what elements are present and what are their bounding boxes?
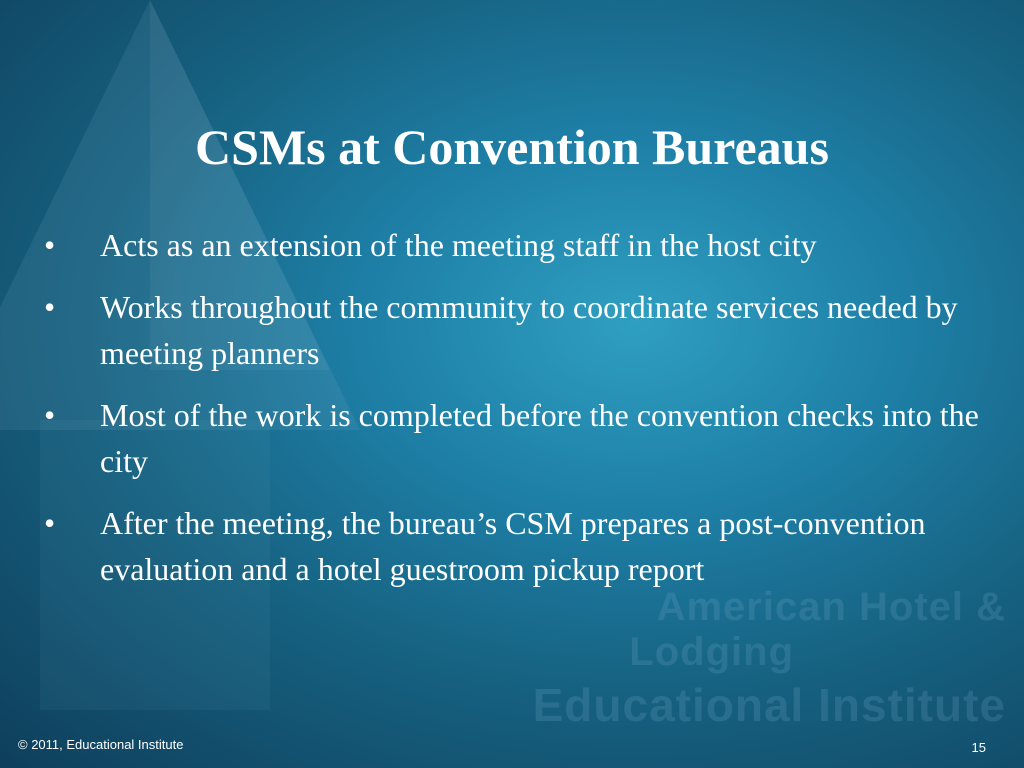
bullet-icon: • [44,397,56,433]
bullet-icon: • [44,289,56,325]
bullet-item [40,500,1000,592]
bullet-text: Most of the work is completed before the convention checks into the city [100,397,979,479]
bullet-icon: • [44,505,56,541]
bullet-text: Acts as an extension of the meeting staff in the host city [100,227,817,263]
page-number: 15 [971,740,986,755]
watermark-line-2: Lodging [629,630,794,674]
bullet-item [40,392,1000,484]
bullet-text: After the meeting, the bureau’s CSM prepares a post-convention evaluation and a hotel guestroom pickup report [100,505,926,587]
footer-copyright: © 2011, Educational Institute [18,737,184,752]
bullet-text: Works throughout the community to coordinate services needed by meeting planners [100,289,958,371]
bullet-item [40,284,1000,376]
watermark-line-3: Educational Institute [532,679,1006,731]
slide-title: CSMs at Convention Bureaus [195,119,829,175]
watermark-line-1: American Hotel & [656,585,1006,629]
bullet-icon: • [44,227,56,263]
bullet-item [40,222,1000,268]
bullet-list [40,222,1000,608]
